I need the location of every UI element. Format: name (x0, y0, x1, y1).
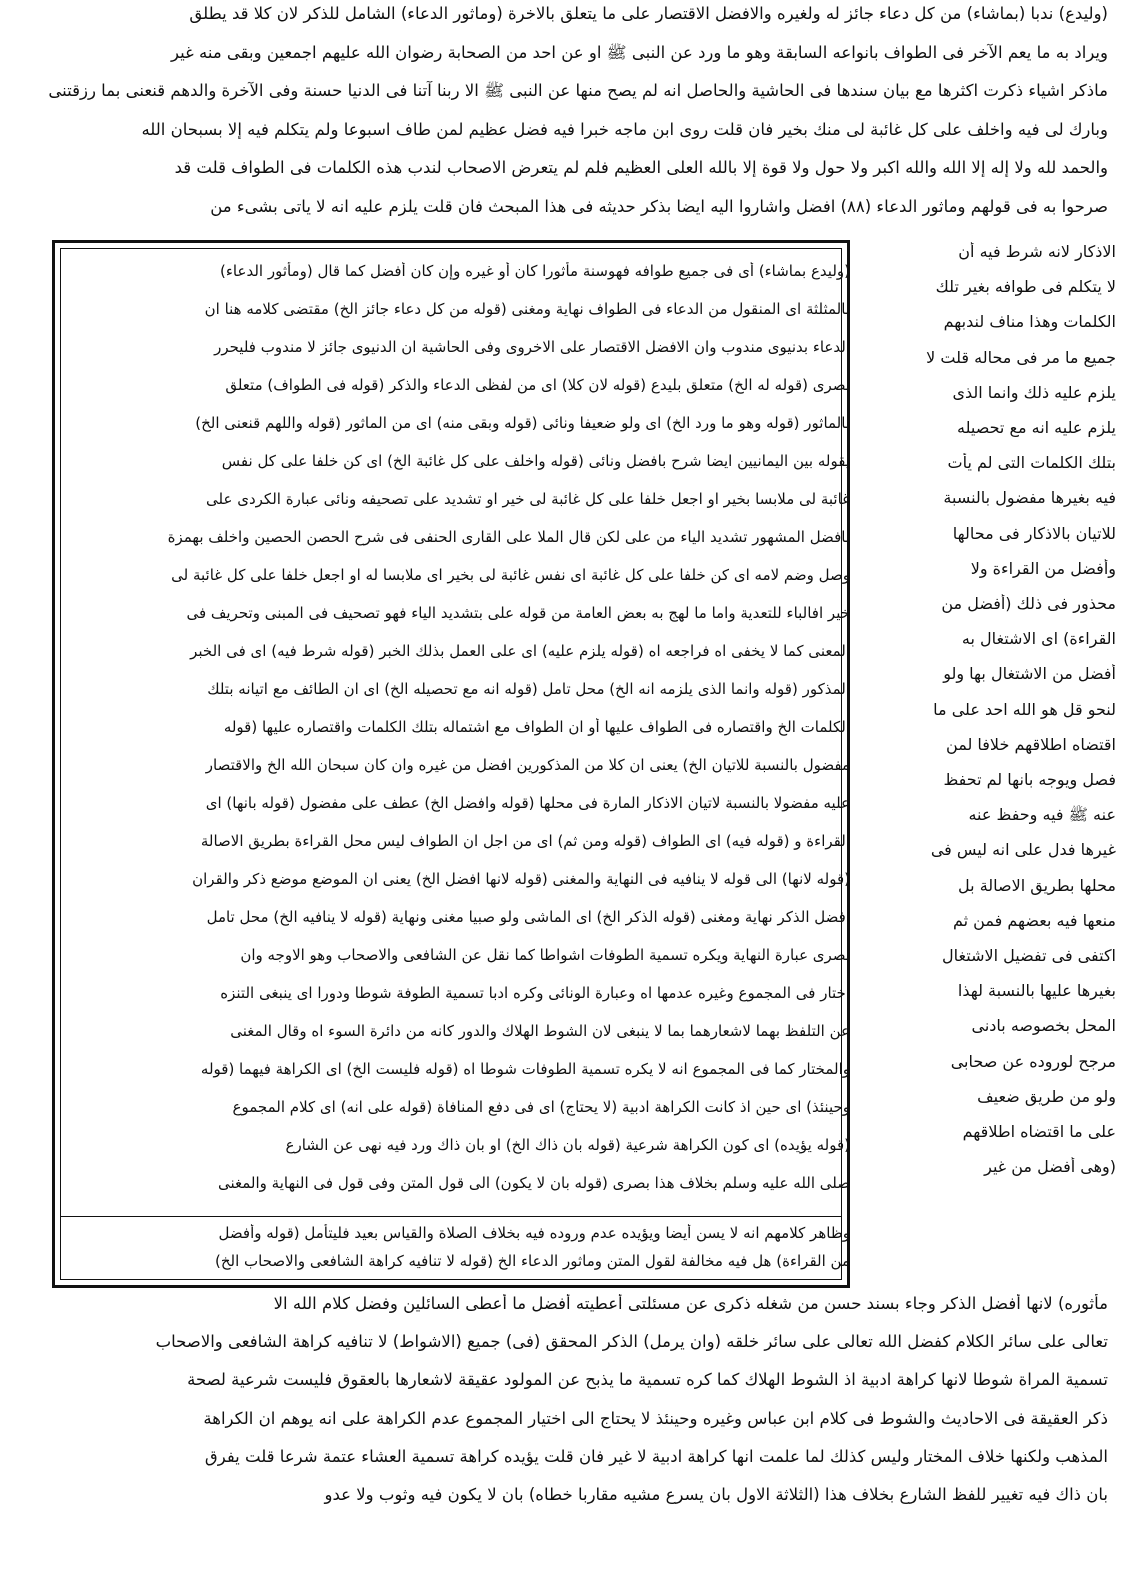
box-line: (قوله يؤيده) اى كون الكراهة شرعية (قوله بان ذاك الخ) او بان ذاك ورد فيه نهى عن الشارع (285, 1136, 850, 1154)
top-line: وبارك لى فيه واخلف على كل غائبة لى منك بخير فان قلت روى ابن ماجه خبرا فيه فضل عظيم لمن طاف اسبوعا ولم يتكلم فيه إلا بسبحان الله (141, 119, 1108, 139)
box-line: (قوله لانها) الى قوله لا ينافيه فى النهاية والمغنى (قوله لانها افضل الخ) يعنى ان الموضع موضع ذكر والقران (192, 870, 850, 888)
box-line: بافضل المشهور تشديد الياء من على لكن قال الملا على القارى الحنفى فى شرح الحصن الحصين واخلف بهمزة (167, 528, 850, 546)
sub-line: وظاهر كلامهم انه لا يسن أيضا ويؤيده عدم وروده فيه بخلاف الصلاة والقياس بعيد فليتأمل (قوله وأفضل (218, 1224, 850, 1242)
bottom-line: المذهب ولكنها خلاف المختار وليس كذلك لما علمت انها كراهة ادبية لا غير فان قلت يؤيده كراهة تسمية العشاء عتمة شرعا قلت يفرق (204, 1446, 1108, 1466)
side-line: عنه ﷺ فيه وحفظ عنه (968, 805, 1116, 825)
side-line: اكتفى فى تفضيل الاشتغال (942, 946, 1116, 965)
top-line: ويراد به ما يعم الآخر فى الطواف بانواعه السابقة وهو ما ورد عن النبى ﷺ او عن احد من الصحابة رضوان الله عليهم اجمعين وبقى منه غير (171, 42, 1108, 62)
top-line: صرحوا به فى قولهم وماثور الدعاء (٨٨) افضل واشاروا اليه ايضا بذكر حديثه فى هذا المبحث فان قلت يلزم عليه انه لا ياتى بشىء من (210, 196, 1108, 216)
commentary-divider (60, 1216, 842, 1217)
side-line: لا يتكلم فى طوافه بغير تلك (935, 277, 1116, 297)
side-line: بغيرها عليها بالنسبة لهذا (957, 981, 1116, 1001)
side-line: منعها فيه بعضهم فمن ثم (952, 910, 1116, 930)
side-line: على ما اقتضاه اطلاقهم (962, 1122, 1116, 1141)
box-line: بصرى عبارة النهاية ويكره تسمية الطوفات اشواطا كما نقل عن الشافعى والاصحاب وهو الاوجه وان (240, 946, 850, 964)
box-line: المذكور (قوله وانما الذى يلزمه انه الخ) محل تامل (قوله انه مع تحصيله الخ) اى ان الطائف مع اتيانه بتلك (207, 680, 850, 698)
side-line: للاتيان بالاذكار فى محالها (952, 523, 1116, 543)
box-line: بالماثور (قوله وهو ما ورد الخ) اى ولو ضعيفا ونائى (قوله وبقى منه) اى من الماثور (قوله واللهم قنعنى الخ) (195, 414, 850, 432)
side-line: بتلك الكلمات التى لم يأت (947, 453, 1116, 473)
top-line: ماذكر اشياء ذكرت اكثرها مع بيان سندها فى الحاشية والحاصل انه لم يصح منها عن النبى ﷺ الا ربنا آتنا فى الدنيا حسنة وفى الآخرة والدهم قنعنى بما رزقتنى (48, 81, 1108, 100)
side-line: أفضل من الاشتغال بها ولو (943, 664, 1116, 684)
side-line: جميع ما مر فى محاله قلت لا (926, 347, 1116, 367)
box-line: المعنى كما لا يخفى اه فراجعه اه (قوله يلزم عليه) اى على العمل بذلك الخبر (قوله شرط فيه) اى فى الخبر (190, 642, 850, 660)
side-line: يلزم عليه انه مع تحصيله (957, 418, 1116, 437)
box-line: وصل وضم لامه اى كن خلفا على كل غائبة اى نفس غائبة لى بخير اى ملابسا له او اجعل خلفا على كل غائبة لى (171, 566, 850, 584)
top-line: والحمد لله ولا إله إلا الله والله اكبر ولا حول ولا قوة إلا بالله العلى العظيم فلم لم يتعرض الاصحاب لندب هذه الكلمات فى الطواف قلت قد (174, 158, 1108, 177)
top-line: (وليدع) ندبا (بماشاء) من كل دعاء جائز له ولغيره والافضل الاقتصار على ما يتعلق بالاخرة (وماثور الدعاء) الشامل للذكر لان كلا قد يطلق (189, 4, 1108, 23)
box-line: افضل الذكر نهاية ومغنى (قوله الذكر الخ) اى الماشى ولو صبيا مغنى ونهاية (قوله لا ينافيه الخ) محل تامل (206, 908, 850, 926)
sub-line: من القراءة) هل فيه مخالفة لقول المتن وماثور الدعاء الخ (قوله لا تنافيه كراهة الشافعى والاصحاب الخ) (215, 1252, 850, 1270)
side-line: غيرها فدل على انه ليس فى (930, 840, 1116, 860)
box-line: الدعاء بدنيوى مندوب وان الافضل الاقتصار على الاخروى وفى الحاشية ان الدنيوى جائز لا مندوب فليحرر (214, 338, 850, 356)
side-line: الاذكار لانه شرط فيه أن (958, 242, 1116, 261)
box-line: مفضول بالنسبة للاتيان الخ) يعنى ان كلا من المذكورين افضل من غيره وان كان سبحان الله الخ والاقتصار (205, 756, 850, 774)
bottom-line: ذكر العقيقة فى الاحاديث والشوط فى كلام ابن عباس وغيره وحينئذ لا يحتاج الى اختيار المجموع عدم الكراهة على انه يوهم ان الكراهة (203, 1408, 1108, 1428)
box-line: بصرى (قوله له الخ) متعلق بليدع (قوله لان كلا) اى من لفظى الدعاء والذكر (قوله فى الطواف) متعلق (225, 376, 850, 394)
box-line: بالمثلثة اى المنقول من الدعاء فى الطواف نهاية ومغنى (قوله من كل دعاء جائز الخ) مقتضى كلامه هنا ان (204, 300, 850, 318)
side-line: القراءة) اى الاشتغال به (961, 629, 1116, 649)
side-line: مرجح لوروده عن صحابى (950, 1051, 1116, 1071)
box-line: (وليدع بماشاء) أى فى جميع طوافه فهوسنة مأثورا كان أو غيره وإن كان أفضل كما قال (ومأثور الدعاء) (220, 262, 850, 280)
box-line: وحينئذ) اى حين اذ كانت الكراهة ادبية (لا يحتاج) اى فى دفع المنافاة (قوله على انه) اى كلام المجموع (232, 1098, 850, 1116)
side-line: اقتضاه اطلاقهم خلافا لمن (946, 734, 1116, 754)
box-line: الكلمات الخ واقتصاره فى الطواف عليها أو ان الطواف مع اشتماله بتلك الكلمات واقتصاره عليها (قوله (223, 718, 850, 736)
box-line: يقوله بين اليمانيين ايضا شرح بافضل ونائى (قوله واخلف على كل غائبة الخ) اى كن خلفا على كل نفس (221, 452, 850, 470)
side-line: (وهى أفضل من غير (984, 1157, 1116, 1177)
side-line: يلزم عليه ذلك وانما الذى (952, 382, 1116, 402)
side-line: ولو من طريق ضعيف (977, 1086, 1116, 1106)
side-line: محذور فى ذلك (أفضل من (941, 594, 1116, 613)
bottom-line: تعالى على سائر الكلام كفضل الله تعالى على سائر خلقه (وان يرمل) الذكر المحقق (فى) جميع (الاشواط) لا تنافيه كراهة الشافعى والاصحاب (155, 1332, 1108, 1352)
bottom-line: تسمية المراة شوطا لانها كراهة ادبية اذ الشوط الهلاك كما كره تسمية ما يذبح عن المولود عقيقة لاشعارها بالعقوق فليست شرعية لصحة (187, 1370, 1108, 1390)
side-line: محلها بطريق الاصالة بل (958, 875, 1116, 895)
box-line: والمختار كما فى المجموع انه لا يكره تسمية الطوفات شوطا اه (قوله فليست الخ) اى الكراهة فيهما (قوله (200, 1060, 850, 1078)
side-line: الكلمات وهذا مناف لندبهم (943, 312, 1116, 332)
bottom-line: بان ذاك فيه تغيير للفظ الشارع بخلاف هذا (الثلاثة الاول بان يسرع مشيه مقاربا خطاه) بان لا يكون فيه وثوب ولا عدو (324, 1485, 1108, 1504)
box-line: خير افالباء للتعدية واما ما لهج به بعض العامة من قوله على بتشديد الياء فهو تصحيف فى المبنى وتحريف فى (186, 604, 850, 622)
box-line: صلى الله عليه وسلم بخلاف هذا بصرى (قوله بان لا يكون) الى قول المتن وفى قول فى النهاية والمغنى (217, 1174, 850, 1192)
box-line: القراءة و (قوله فيه) اى الطواف (قوله ومن ثم) اى من اجل ان الطواف ليس محل القراءة بطريق الاصالة (200, 832, 850, 850)
side-line: لنحو قل هو الله احد على ما (933, 699, 1116, 719)
side-line: المحل بخصوصه بادنى (971, 1016, 1116, 1036)
side-line: وأفضل من القراءة ولا (970, 558, 1116, 578)
side-line: فصل ويوجه بانها لم تحفظ (943, 770, 1116, 789)
side-line: فيه بغيرها مفضول بالنسبة (943, 488, 1116, 508)
box-line: عليه مفضولا بالنسبة لاتيان الاذكار المارة فى محلها (قوله وافضل الخ) عطف على مفضول (قوله بانها) اى (205, 794, 850, 812)
box-line: عن التلفظ بهما لاشعارهما بما لا ينبغى لان الشوط الهلاك والدور كانه من دائرة السوء اه وقال المغنى (230, 1022, 850, 1040)
bottom-line: مأثوره) لانها أفضل الذكر وجاء بسند حسن من شغله ذكرى عن مسئلتى أعطيته أفضل ما أعطى السائلين وفضل كلام الله الا (273, 1294, 1108, 1313)
box-line: اختار فى المجموع وغيره عدمها اه وعبارة الونائى وكره ادبا تسمية الطوفة شوطا ودورا اى ينبغى التنزه (220, 984, 850, 1002)
box-line: غائبة لى ملابسا بخير او اجعل خلفا على كل غائبة لى خير او تشديد على تصحيفه ونائى عبارة الكردى على (206, 490, 850, 508)
